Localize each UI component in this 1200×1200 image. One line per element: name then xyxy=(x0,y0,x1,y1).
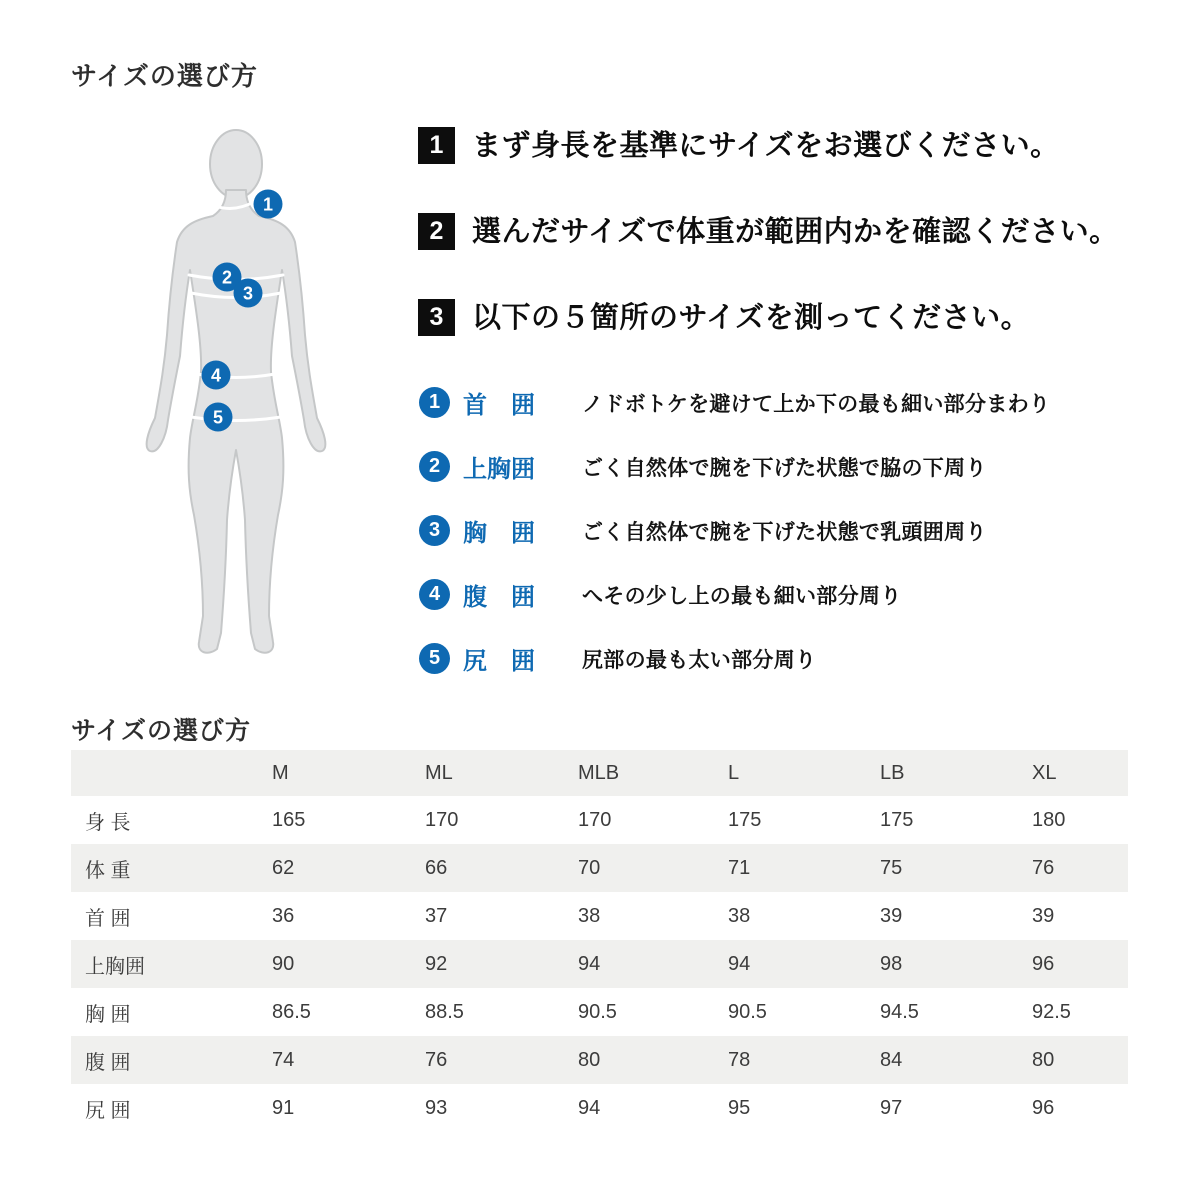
table-cell: 94 xyxy=(728,952,751,975)
measurement-number-badge: 3 xyxy=(419,515,450,546)
svg-text:1: 1 xyxy=(262,194,274,215)
column-header: MLB xyxy=(578,761,620,784)
measurement-number-badge: 1 xyxy=(419,387,450,418)
table-cell: 98 xyxy=(880,952,903,975)
corner-cell xyxy=(71,750,272,796)
row-label: 上胸囲 xyxy=(85,955,145,978)
measurement-item-upper-chest xyxy=(419,449,987,484)
table-row-hip xyxy=(71,1084,1128,1132)
table-row-upper-chest xyxy=(71,940,1128,988)
table-row-neck xyxy=(71,892,1128,940)
table-cell: 92.5 xyxy=(1032,1000,1071,1023)
table-cell: 70 xyxy=(578,856,601,879)
row-label: 首 囲 xyxy=(85,907,131,930)
table-cell: 66 xyxy=(425,856,448,879)
table-cell: 175 xyxy=(880,808,914,831)
svg-text:2: 2 xyxy=(221,267,233,288)
step-number-badge: 1 xyxy=(418,127,455,164)
table-cell: 90.5 xyxy=(728,1000,767,1023)
instruction-text: まず身長を基準にサイズをお選びください。 xyxy=(472,130,1060,162)
table-cell: 38 xyxy=(578,904,601,927)
table-cell: 76 xyxy=(425,1048,448,1071)
table-cell: 96 xyxy=(1032,952,1055,975)
row-label: 体 重 xyxy=(85,859,131,882)
column-header: L xyxy=(728,761,740,784)
measurement-item-neck xyxy=(419,385,1050,420)
table-header-row xyxy=(71,750,1128,796)
measurement-number-badge: 4 xyxy=(419,579,450,610)
measurement-label: 尻 囲 xyxy=(463,648,535,675)
measurement-label: 胸 囲 xyxy=(463,520,535,547)
table-cell: 170 xyxy=(578,808,612,831)
measurement-description: へその少し上の最も細い部分周り xyxy=(582,584,902,608)
instruction-step-2 xyxy=(418,213,1119,251)
column-header: LB xyxy=(880,761,905,784)
table-cell: 96 xyxy=(1032,1096,1055,1119)
body-figure-svg xyxy=(126,120,346,672)
measurement-description: ごく自然体で腕を下げた状態で乳頭囲周り xyxy=(582,520,987,544)
figure-marker-5 xyxy=(204,403,233,432)
table-cell: 90 xyxy=(272,952,295,975)
table-cell: 38 xyxy=(728,904,751,927)
table-cell: 94.5 xyxy=(880,1000,919,1023)
table-cell: 78 xyxy=(728,1048,751,1071)
table-cell: 39 xyxy=(1032,904,1055,927)
table-cell: 37 xyxy=(425,904,448,927)
table-cell: 36 xyxy=(272,904,295,927)
row-label: 胸 囲 xyxy=(85,1003,131,1026)
table-cell: 80 xyxy=(1032,1048,1055,1071)
svg-text:4: 4 xyxy=(210,365,222,386)
table-cell: 175 xyxy=(728,808,762,831)
table-cell: 90.5 xyxy=(578,1000,617,1023)
table-cell: 170 xyxy=(425,808,459,831)
table-cell: 76 xyxy=(1032,856,1055,879)
table-cell: 94 xyxy=(578,1096,601,1119)
table-row-belly xyxy=(71,1036,1128,1084)
instruction-text: 選んだサイズで体重が範囲内かを確認ください。 xyxy=(472,216,1119,248)
measurement-description: 尻部の最も太い部分周り xyxy=(582,648,817,672)
measurement-label: 腹 囲 xyxy=(463,584,535,611)
step-number-badge: 2 xyxy=(418,213,455,250)
measurement-item-waist xyxy=(419,577,902,612)
table-cell: 88.5 xyxy=(425,1000,464,1023)
page-title: サイズの選び方 xyxy=(71,61,258,91)
table-cell: 95 xyxy=(728,1096,751,1119)
table-cell: 62 xyxy=(272,856,295,879)
measurement-number-badge: 5 xyxy=(419,643,450,674)
column-header: XL xyxy=(1032,761,1057,784)
figure-marker-4 xyxy=(202,361,231,390)
instruction-step-1 xyxy=(418,127,1060,165)
figure-marker-1 xyxy=(254,190,283,219)
table-row-height xyxy=(71,796,1128,844)
measurement-number-badge: 2 xyxy=(419,451,450,482)
row-label: 腹 囲 xyxy=(85,1051,131,1074)
table-row-weight xyxy=(71,844,1128,892)
size-chart-table xyxy=(71,750,1128,1132)
table-cell: 74 xyxy=(272,1048,295,1071)
size-table-title: サイズの選び方 xyxy=(71,717,252,745)
figure-head xyxy=(210,130,262,198)
measurement-description: ノドボトケを避けて上か下の最も細い部分まわり xyxy=(582,392,1051,416)
figure-marker-3 xyxy=(234,279,263,308)
body-measurement-figure xyxy=(126,120,346,672)
table-cell: 80 xyxy=(578,1048,601,1071)
table-cell: 93 xyxy=(425,1096,448,1119)
svg-text:5: 5 xyxy=(212,407,224,428)
table-row-chest xyxy=(71,988,1128,1036)
table-cell: 91 xyxy=(272,1096,295,1119)
measurement-item-hip xyxy=(419,641,816,676)
instruction-step-3 xyxy=(418,299,1030,337)
svg-text:3: 3 xyxy=(242,283,254,304)
table-cell: 39 xyxy=(880,904,903,927)
column-header: M xyxy=(272,761,289,784)
table-cell: 97 xyxy=(880,1096,903,1119)
table-cell: 75 xyxy=(880,856,903,879)
table-cell: 86.5 xyxy=(272,1000,311,1023)
instruction-text: 以下の５箇所のサイズを測ってください。 xyxy=(472,302,1031,334)
table-cell: 84 xyxy=(880,1048,903,1071)
row-label: 身 長 xyxy=(85,811,131,834)
measurement-description: ごく自然体で腕を下げた状態で脇の下周り xyxy=(582,456,987,480)
measurement-item-chest xyxy=(419,513,987,548)
table-cell: 94 xyxy=(578,952,601,975)
measurement-label: 上胸囲 xyxy=(463,456,535,483)
step-number-badge: 3 xyxy=(418,299,455,336)
measurement-label: 首 囲 xyxy=(463,392,535,419)
table-cell: 71 xyxy=(728,856,751,879)
column-header: ML xyxy=(425,761,453,784)
table-cell: 180 xyxy=(1032,808,1066,831)
table-cell: 92 xyxy=(425,952,448,975)
table-cell: 165 xyxy=(272,808,306,831)
row-label: 尻 囲 xyxy=(85,1099,131,1122)
